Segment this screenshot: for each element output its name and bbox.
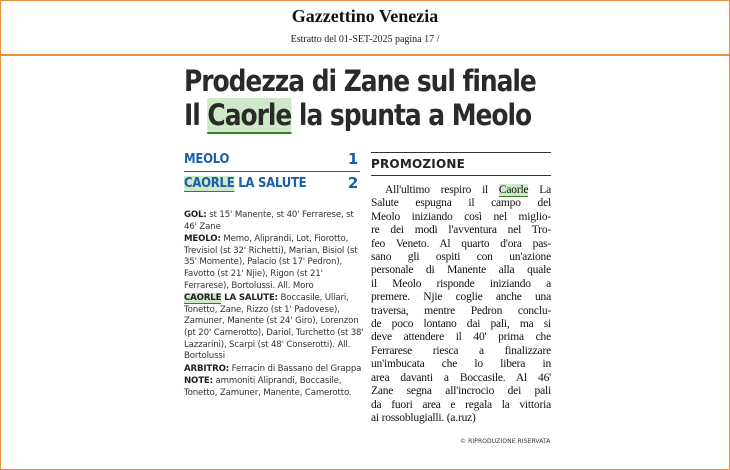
section-rule-bottom <box>371 175 551 176</box>
section-title: PROMOZIONE <box>371 157 465 171</box>
goals-label: GOL: <box>184 210 207 220</box>
article-line: feo Veneto. Al quarto d'ora pas- <box>371 237 551 250</box>
notes-label: NOTE: <box>184 376 213 387</box>
article-line: deve attendere il 40' prima che <box>371 331 551 344</box>
article-line: area davanti a Boccasile. Al 46' <box>371 371 551 384</box>
article-clipping <box>170 60 570 455</box>
section-rule-top <box>371 152 551 153</box>
away-team-rest: LA SALUTE <box>234 176 307 191</box>
article-line: premere. Njie coglie anche una <box>371 291 551 304</box>
meolo-label: MEOLO: <box>184 234 221 245</box>
meolo-text: Memo, Aliprandi, Lot, Fiorotto, Trevisiol (st 32' Richetti), Marian, Bisiol (st 35' Momente), Palacio (st 17' Pedron), Favotto (st 21' Njie), Rigon (st 21' Ferrarese), Bortolussi. All. Moro <box>184 234 358 291</box>
article-line: de poco lontano dai pali, ma si <box>371 318 551 331</box>
home-team: MEOLO <box>184 152 230 167</box>
article-line: Salute espugna il campo del <box>371 197 551 210</box>
score-box <box>184 148 360 196</box>
score-row-away <box>184 172 360 196</box>
score-row-home <box>184 148 360 172</box>
headline-line-1: Prodezza di Zane sul finale <box>184 64 536 98</box>
away-team <box>184 176 306 191</box>
newspaper-title: Gazzettino Venezia <box>291 6 439 26</box>
article-line: sano gli ospiti con un'azione <box>371 251 551 264</box>
home-goals: 1 <box>347 150 358 168</box>
article-line: personale di Manente alla quale <box>371 264 551 277</box>
article-line: Meolo iniziando così nel miglio- <box>371 210 551 223</box>
article-line: da fuori area e regala la vittoria <box>371 398 551 411</box>
headline-line-2-post: la spunta a Meolo <box>291 98 532 132</box>
highlight-caorle-score: CAORLE <box>184 176 235 191</box>
meolo-lineup <box>184 234 364 292</box>
headline-line-2-pre: Il <box>184 98 208 132</box>
highlight-caorle: Caorle <box>207 98 292 132</box>
highlight-caorle-article: Caorle <box>498 184 529 196</box>
referee-label: ARBITRO: <box>184 363 230 374</box>
article-line-1-pre: All'ultimo respiro il <box>385 184 499 196</box>
goals-line <box>184 210 364 233</box>
headline-line-2 <box>184 98 532 132</box>
article-line: ai rossoblugialli. (a.ruz) <box>371 411 476 424</box>
copyright-notice: © RIPRODUZIONE RISERVATA <box>460 438 551 445</box>
highlight-caorle-lineup: CAORLE <box>184 293 222 304</box>
goals-text: st 15' Manente, st 40' Ferrarese, st 46' Zane <box>184 210 354 232</box>
article-line: un'imbucata che lo libera in <box>371 358 551 371</box>
article-line-1-post: La <box>528 184 551 196</box>
notes-line <box>184 376 364 399</box>
headline <box>184 64 536 132</box>
referee-text: Ferracin di Bassano del Grappa <box>229 363 362 374</box>
article-line: il Meolo risponde iniziando a <box>371 277 551 290</box>
match-details <box>184 210 364 401</box>
caorle-label-rest: LA SALUTE: <box>221 293 278 304</box>
article-line: traversa, mentre Pedron conclu- <box>371 304 551 317</box>
article-body <box>371 184 551 425</box>
masthead <box>0 0 730 56</box>
away-goals: 2 <box>347 174 358 192</box>
extract-info: Estratto del 01-SET-2025 pagina 17 / <box>290 34 440 45</box>
article-line: Zane segna all'incrocio dei pali <box>371 385 551 398</box>
caorle-lineup <box>184 293 364 363</box>
article-line: Ferrarese riesca a finalizzare <box>371 344 551 357</box>
article-line: re dei modi l'avventura nel Tro- <box>371 224 551 237</box>
referee-line <box>184 364 364 376</box>
caorle-text: Boccasile, Uliari, Tonetto, Zane, Rizzo (st 1' Padovese), Zamuner, Manente (st 24' Giro), Lorenzon (pt 20' Camerotto), Dariol, Turchetto (st 38' Lazzarini), Scarpi (st 48' Conserotti). All. Bortolussi <box>184 293 364 362</box>
notes-text: ammoniti Aliprandi, Boccasile, Tonetto, Zamuner, Manente, Camerotto. <box>184 376 352 398</box>
article-line <box>371 184 551 197</box>
